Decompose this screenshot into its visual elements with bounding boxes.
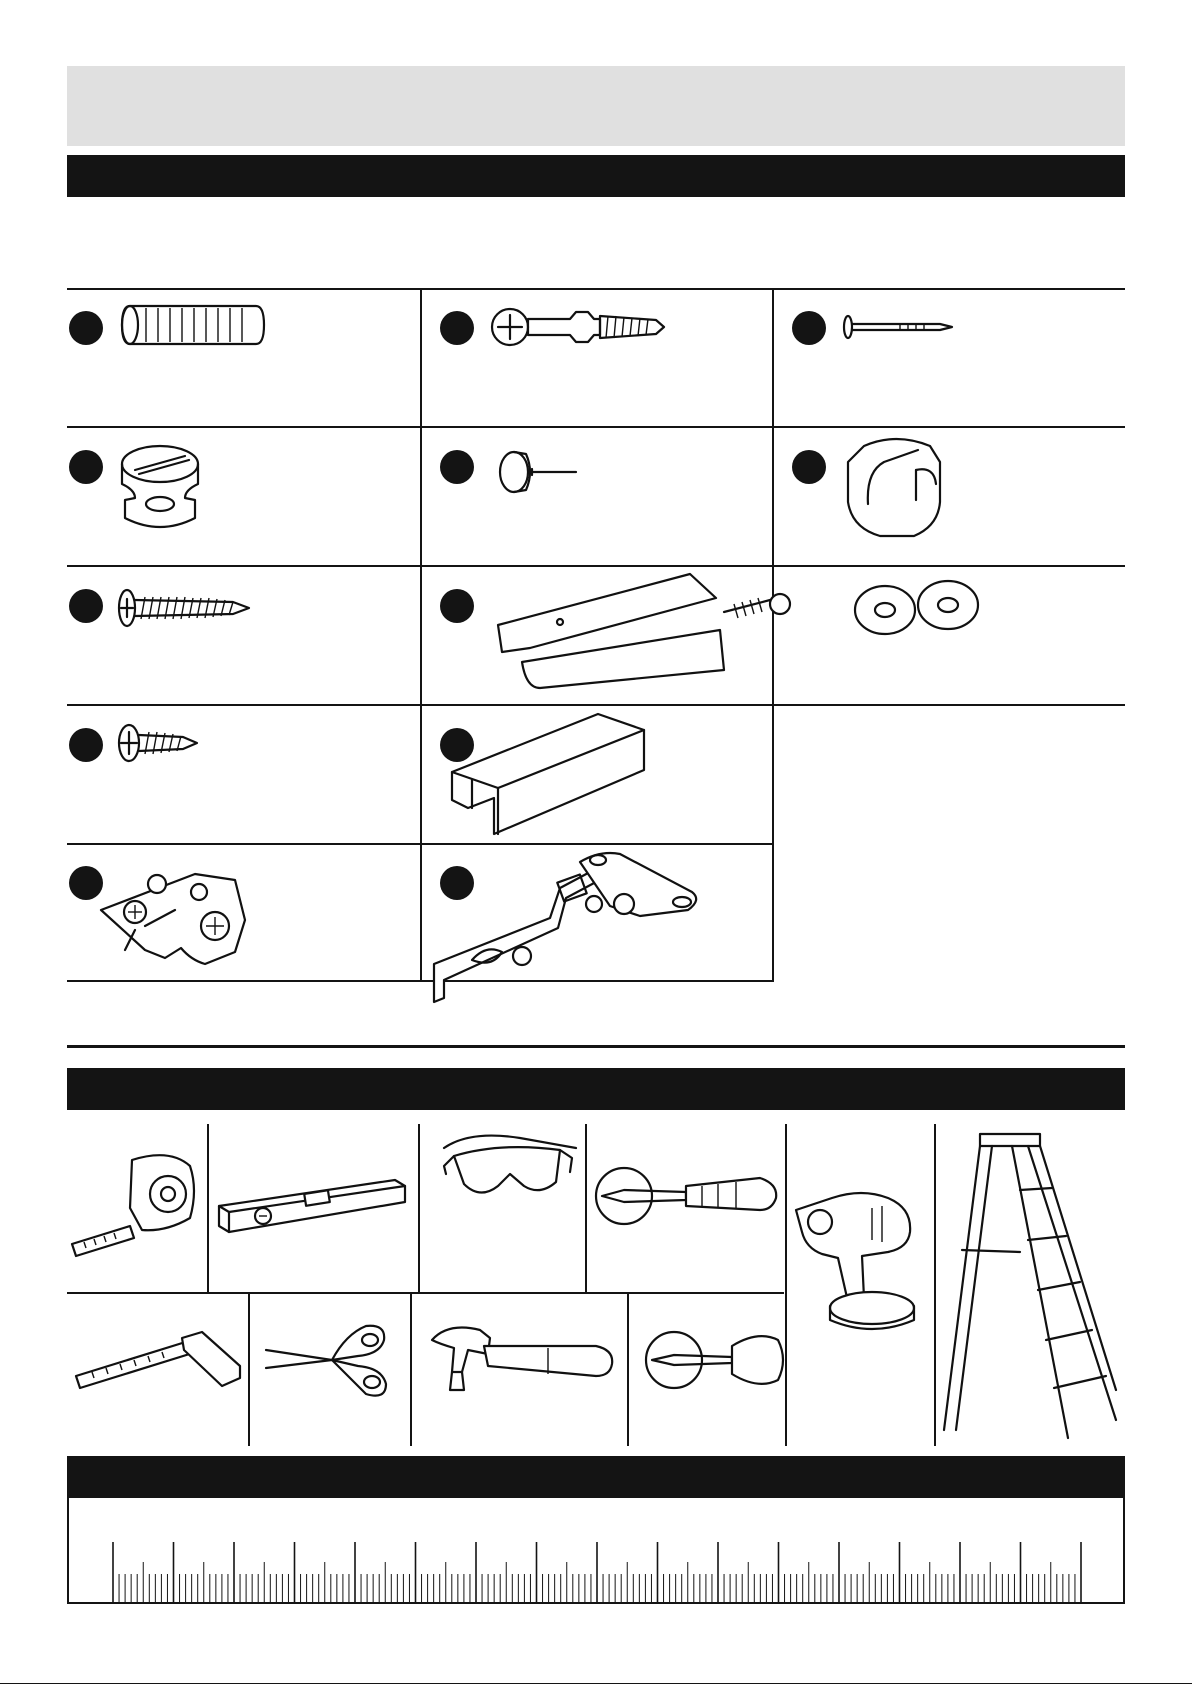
wall-fixing-strap-kit-icon (490, 570, 1010, 700)
item-badge-7 (69, 589, 103, 623)
spirit-level-icon (215, 1176, 410, 1236)
ruler-section-bar (67, 1456, 1125, 1498)
page-bottom-edge (0, 1683, 1192, 1684)
cam-bolt-icon (488, 302, 668, 352)
short-screw-icon (115, 720, 205, 766)
tools-section-bar (67, 1068, 1125, 1110)
flat-screwdriver-icon (590, 1160, 780, 1230)
safety-glasses-icon (440, 1128, 580, 1208)
item-badge-6 (792, 450, 826, 484)
hinge-icon (430, 848, 710, 1018)
step-ladder-icon (940, 1130, 1120, 1440)
cam-lock-icon (115, 440, 205, 532)
item-badge-3 (792, 311, 826, 345)
stubby-screwdriver-icon (640, 1320, 790, 1400)
claw-hammer-icon (428, 1320, 618, 1410)
item-badge-2 (440, 311, 474, 345)
tape-measure-icon (70, 1148, 200, 1258)
scissors-icon (262, 1320, 392, 1400)
ruler-scale (67, 1498, 1125, 1604)
section-divider (67, 1045, 1125, 1048)
try-square-icon (72, 1330, 242, 1400)
handle-icon (448, 710, 648, 840)
cordless-drill-icon (792, 1188, 922, 1338)
rail-support-icon (840, 432, 950, 544)
item-badge-9 (69, 728, 103, 762)
felt-pad-pin-icon (492, 448, 592, 498)
item-badge-1 (69, 311, 103, 345)
item-badge-4 (69, 450, 103, 484)
long-screw-icon (115, 585, 255, 631)
components-section-bar (67, 155, 1125, 197)
hinge-plate-icon (95, 860, 305, 970)
wooden-dowel-icon (118, 300, 268, 350)
item-badge-8 (440, 589, 474, 623)
nail-icon (840, 312, 960, 342)
item-badge-5 (440, 450, 474, 484)
page-header-band (67, 66, 1125, 146)
